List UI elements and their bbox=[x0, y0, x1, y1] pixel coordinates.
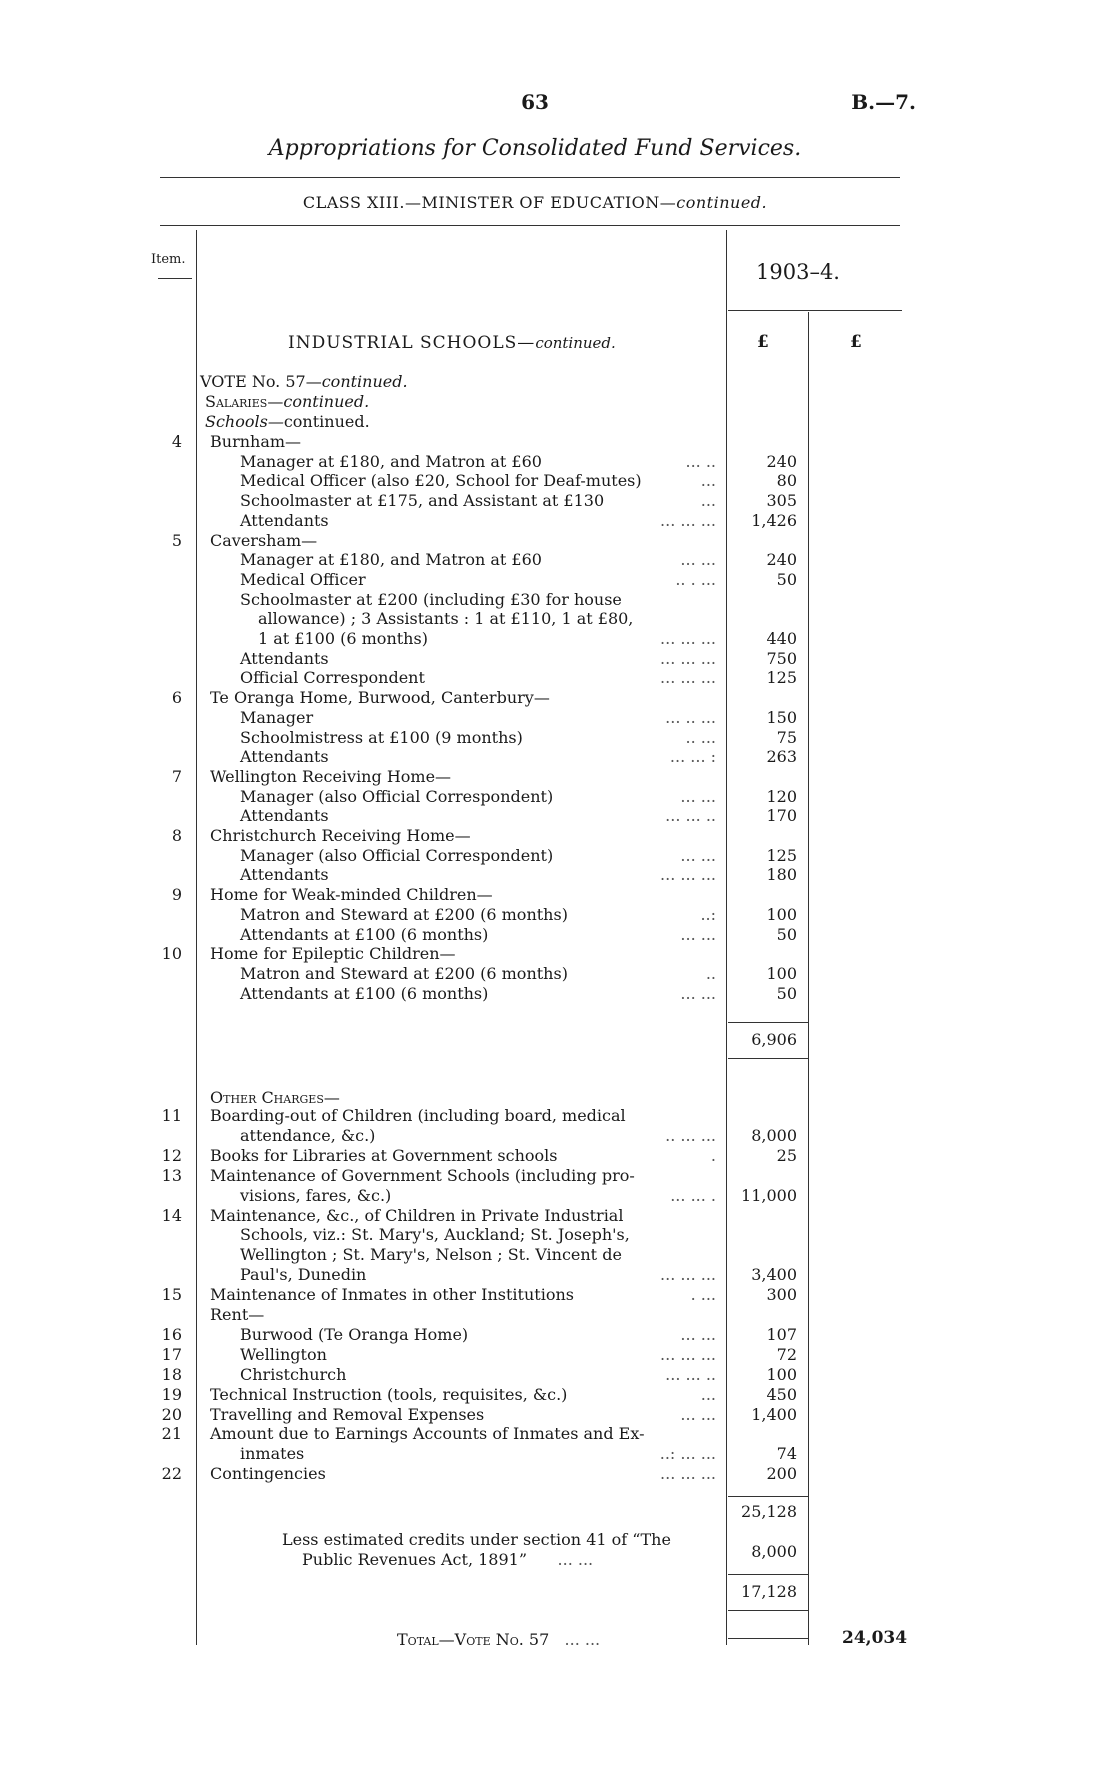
row-description: Attendants bbox=[240, 747, 329, 767]
page-code: B.—7. bbox=[851, 90, 916, 114]
item-number: 9 bbox=[171, 885, 182, 905]
less-credits-text: Public Revenues Act, 1891” bbox=[302, 1550, 528, 1569]
class-heading bbox=[0, 193, 1070, 212]
row-description: Rent— bbox=[210, 1305, 265, 1324]
item-number: 17 bbox=[161, 1344, 182, 1364]
section-heading-cont: continued. bbox=[535, 334, 616, 352]
leader-dots: ... ... : bbox=[669, 747, 716, 767]
item-number: 11 bbox=[161, 1106, 182, 1125]
leader-dots: .. ... bbox=[685, 727, 716, 747]
leader-dots: ... ... bbox=[680, 786, 716, 806]
row-description: Matron and Steward at £200 (6 months) bbox=[240, 963, 568, 983]
total-column-divider bbox=[808, 312, 809, 1645]
net-rule-bottom bbox=[728, 1610, 808, 1611]
salaries-total: 6,906 bbox=[751, 1030, 797, 1049]
row-description: Attendants at £100 (6 months) bbox=[240, 924, 489, 944]
row-amount: 75 bbox=[776, 727, 797, 747]
other-charges-heading bbox=[210, 1088, 340, 1107]
leader-dots: ... ... ... bbox=[660, 1265, 716, 1285]
row-description: Attendants bbox=[240, 510, 329, 530]
row-description: Matron and Steward at £200 (6 months) bbox=[240, 904, 568, 924]
class-heading-text: CLASS XIII.—MINISTER OF EDUCATION— bbox=[302, 193, 677, 212]
row-amount: 100 bbox=[766, 963, 797, 983]
leader-dots: ... ... bbox=[680, 924, 716, 944]
row-description: Schoolmaster at £175, and Assistant at £130 bbox=[240, 491, 605, 511]
leader-dots: ..: bbox=[700, 904, 716, 924]
row-amount: 74 bbox=[776, 1444, 797, 1464]
item-number: 6 bbox=[171, 688, 182, 708]
row-description: Attendants at £100 (6 months) bbox=[240, 983, 489, 1003]
leader-dots: ... ... ... bbox=[660, 1464, 716, 1484]
net-amount: 17,128 bbox=[741, 1582, 797, 1601]
row-description: Burwood (Te Oranga Home) bbox=[240, 1324, 469, 1344]
row-description: Home for Weak-minded Children— bbox=[210, 885, 493, 905]
less-credits-amount: 8,000 bbox=[751, 1542, 797, 1561]
row-amount: 72 bbox=[776, 1344, 797, 1364]
row-amount: 750 bbox=[766, 648, 797, 668]
leader-dots: ... bbox=[700, 491, 716, 511]
leader-dots: .. ... ... bbox=[665, 1125, 716, 1145]
salaries-text: Salaries— bbox=[205, 392, 284, 411]
item-number: 5 bbox=[171, 530, 182, 550]
item-number: 20 bbox=[161, 1404, 182, 1424]
row-amount: 50 bbox=[776, 924, 797, 944]
leader-dots: ... ... bbox=[680, 983, 716, 1003]
leader-dots: ... ... ... bbox=[660, 648, 716, 668]
row-description: Manager (also Official Correspondent) bbox=[240, 845, 554, 865]
row-description: Manager at £180, and Matron at £60 bbox=[240, 550, 542, 570]
leader-dots: ... .. bbox=[685, 451, 716, 471]
schools-text: Schools— bbox=[205, 412, 284, 431]
vote-total-line bbox=[397, 1630, 600, 1649]
item-number: 21 bbox=[161, 1424, 182, 1444]
row-description: Maintenance of Government Schools (including pro- bbox=[210, 1165, 635, 1185]
currency-col1: £ bbox=[757, 332, 769, 352]
leader-dots: ... ... .. bbox=[665, 806, 716, 826]
row-description: Manager at £180, and Matron at £60 bbox=[240, 451, 542, 471]
other-subtotal: 25,128 bbox=[741, 1502, 797, 1521]
row-amount: 3,400 bbox=[751, 1265, 797, 1285]
row-description: allowance) ; 3 Assistants : 1 at £110, 1 at £80, bbox=[258, 609, 634, 629]
leader-dots: ... ... . bbox=[670, 1185, 716, 1205]
row-amount: 120 bbox=[766, 786, 797, 806]
row-amount: 125 bbox=[766, 845, 797, 865]
row-description: attendance, &c.) bbox=[240, 1125, 376, 1145]
row-description: Amount due to Earnings Accounts of Inmates and Ex- bbox=[210, 1424, 645, 1444]
section-heading-text: INDUSTRIAL SCHOOLS— bbox=[288, 333, 536, 353]
less-credits-line1: Less estimated credits under section 41 of “The bbox=[282, 1530, 671, 1549]
salaries-cont: continued. bbox=[283, 392, 370, 411]
other-rule-top bbox=[728, 1496, 808, 1497]
row-description: Christchurch Receiving Home— bbox=[210, 826, 471, 845]
other-charges-text: Other Charges— bbox=[210, 1088, 340, 1107]
leader-dots: ... ... ... bbox=[660, 668, 716, 688]
row-amount: 107 bbox=[766, 1324, 797, 1344]
leader-dots: ... ... ... bbox=[660, 1344, 716, 1364]
row-amount: 100 bbox=[766, 904, 797, 924]
row-description: Technical Instruction (tools, requisites, &c.) bbox=[210, 1384, 568, 1404]
leader-dots: ... ... bbox=[680, 1404, 716, 1424]
leader-dots: . bbox=[710, 1145, 716, 1165]
leader-dots: ... ... ... bbox=[660, 510, 716, 530]
row-amount: 263 bbox=[766, 747, 797, 767]
vote-cont: continued. bbox=[321, 372, 408, 391]
row-description: 1 at £100 (6 months) bbox=[258, 629, 428, 648]
row-amount: 50 bbox=[776, 569, 797, 589]
vote-total-dots: ... ... bbox=[564, 1630, 601, 1649]
class-heading-cont: continued. bbox=[676, 193, 768, 212]
item-number: 13 bbox=[161, 1165, 182, 1185]
leader-dots: .. . ... bbox=[675, 569, 716, 589]
schools-line bbox=[205, 412, 370, 431]
row-description: Official Correspondent bbox=[240, 668, 425, 688]
leader-dots: ... .. ... bbox=[665, 707, 716, 727]
row-description: inmates bbox=[240, 1444, 305, 1464]
row-amount: 440 bbox=[766, 629, 797, 648]
row-description: visions, fares, &c.) bbox=[240, 1185, 392, 1205]
row-description: Maintenance, &c., of Children in Private Industrial bbox=[210, 1205, 624, 1225]
less-credits-dots: ... ... bbox=[557, 1550, 594, 1569]
salaries-line bbox=[205, 392, 369, 411]
row-description: Medical Officer (also £20, School for Deaf-mutes) bbox=[240, 471, 642, 491]
less-credits-line2 bbox=[302, 1550, 593, 1569]
item-number: 4 bbox=[171, 432, 182, 451]
page-title: Appropriations for Consolidated Fund Services. bbox=[268, 136, 802, 161]
leader-dots: . ... bbox=[690, 1285, 716, 1305]
row-amount: 11,000 bbox=[741, 1185, 797, 1205]
item-number: 19 bbox=[161, 1384, 182, 1404]
vote-line bbox=[200, 372, 408, 391]
row-description: Medical Officer bbox=[240, 569, 366, 589]
leader-dots: ..: ... ... bbox=[659, 1444, 716, 1464]
row-description: Schoolmaster at £200 (including £30 for house bbox=[240, 589, 622, 609]
row-description: Books for Libraries at Government schools bbox=[210, 1145, 558, 1165]
leader-dots: ... ... bbox=[680, 550, 716, 570]
row-description: Wellington Receiving Home— bbox=[210, 766, 452, 786]
title-rule bbox=[160, 177, 900, 178]
item-column-header: Item. bbox=[151, 252, 186, 267]
row-description: Home for Epileptic Children— bbox=[210, 944, 456, 964]
row-amount: 240 bbox=[766, 451, 797, 471]
row-amount: 300 bbox=[766, 1285, 797, 1305]
row-description: Travelling and Removal Expenses bbox=[210, 1404, 485, 1424]
row-description: Caversham— bbox=[210, 530, 318, 550]
item-number: 10 bbox=[161, 944, 182, 964]
row-amount: 450 bbox=[766, 1384, 797, 1404]
amount-column-divider bbox=[726, 230, 727, 1645]
item-number: 8 bbox=[171, 826, 182, 845]
row-description: Wellington ; St. Mary's, Nelson ; St. Vincent de bbox=[240, 1245, 622, 1265]
row-description: Te Oranga Home, Burwood, Canterbury— bbox=[210, 688, 550, 708]
leader-dots: ... ... bbox=[680, 1324, 716, 1344]
item-header-rule bbox=[158, 278, 192, 279]
row-description: Manager bbox=[240, 707, 314, 727]
leader-dots: ... bbox=[700, 471, 716, 491]
row-amount: 240 bbox=[766, 550, 797, 570]
net-rule-top bbox=[728, 1574, 808, 1575]
row-amount: 8,000 bbox=[751, 1125, 797, 1145]
row-amount: 305 bbox=[766, 491, 797, 511]
row-description: Paul's, Dunedin bbox=[240, 1265, 367, 1285]
item-number: 22 bbox=[161, 1464, 182, 1484]
year-header: 1903–4. bbox=[756, 260, 840, 284]
row-description: Schoolmistress at £100 (9 months) bbox=[240, 727, 523, 747]
leader-dots: ... ... ... bbox=[660, 629, 716, 648]
row-amount: 150 bbox=[766, 707, 797, 727]
schools-cont: continued. bbox=[283, 412, 370, 431]
item-number: 16 bbox=[161, 1324, 182, 1344]
row-amount: 125 bbox=[766, 668, 797, 688]
table-top-rule bbox=[160, 225, 900, 226]
year-rule bbox=[728, 310, 902, 311]
row-amount: 25 bbox=[776, 1145, 797, 1165]
page-number: 63 bbox=[521, 90, 549, 114]
row-amount: 80 bbox=[776, 471, 797, 491]
vote-total-label: Total—Vote No. 57 bbox=[397, 1630, 550, 1649]
row-description: Schools, viz.: St. Mary's, Auckland; St. Joseph's, bbox=[240, 1225, 630, 1245]
leader-dots: .. bbox=[705, 963, 716, 983]
item-column-divider bbox=[196, 230, 197, 1645]
leader-dots: ... ... .. bbox=[665, 1364, 716, 1384]
row-description: Burnham— bbox=[210, 432, 302, 451]
row-description: Manager (also Official Correspondent) bbox=[240, 786, 554, 806]
vote-text: VOTE No. 57— bbox=[200, 372, 322, 391]
item-number: 14 bbox=[161, 1205, 182, 1225]
row-amount: 1,400 bbox=[751, 1404, 797, 1424]
item-number: 15 bbox=[161, 1285, 182, 1305]
row-amount: 200 bbox=[766, 1464, 797, 1484]
row-amount: 1,426 bbox=[751, 510, 797, 530]
item-number: 18 bbox=[161, 1364, 182, 1384]
row-description: Attendants bbox=[240, 806, 329, 826]
currency-col2: £ bbox=[850, 332, 862, 352]
leader-dots: ... bbox=[700, 1384, 716, 1404]
subtotal-rule-top bbox=[728, 1022, 808, 1023]
leader-dots: ... ... bbox=[680, 845, 716, 865]
row-description: Maintenance of Inmates in other Institutions bbox=[210, 1285, 574, 1305]
row-description: Christchurch bbox=[240, 1364, 347, 1384]
row-amount: 170 bbox=[766, 806, 797, 826]
row-description: Attendants bbox=[240, 865, 329, 885]
row-description: Attendants bbox=[240, 648, 329, 668]
section-heading bbox=[288, 333, 616, 353]
item-number: 12 bbox=[161, 1145, 182, 1165]
row-description: Boarding-out of Children (including board, medical bbox=[210, 1106, 626, 1125]
row-amount: 100 bbox=[766, 1364, 797, 1384]
total-rule bbox=[728, 1638, 808, 1639]
row-description: Wellington bbox=[240, 1344, 327, 1364]
item-number: 7 bbox=[171, 766, 182, 786]
row-amount: 180 bbox=[766, 865, 797, 885]
subtotal-rule-bottom bbox=[728, 1058, 808, 1059]
grand-total: 24,034 bbox=[842, 1628, 908, 1648]
row-description: Contingencies bbox=[210, 1464, 326, 1484]
leader-dots: ... ... ... bbox=[660, 865, 716, 885]
row-amount: 50 bbox=[776, 983, 797, 1003]
